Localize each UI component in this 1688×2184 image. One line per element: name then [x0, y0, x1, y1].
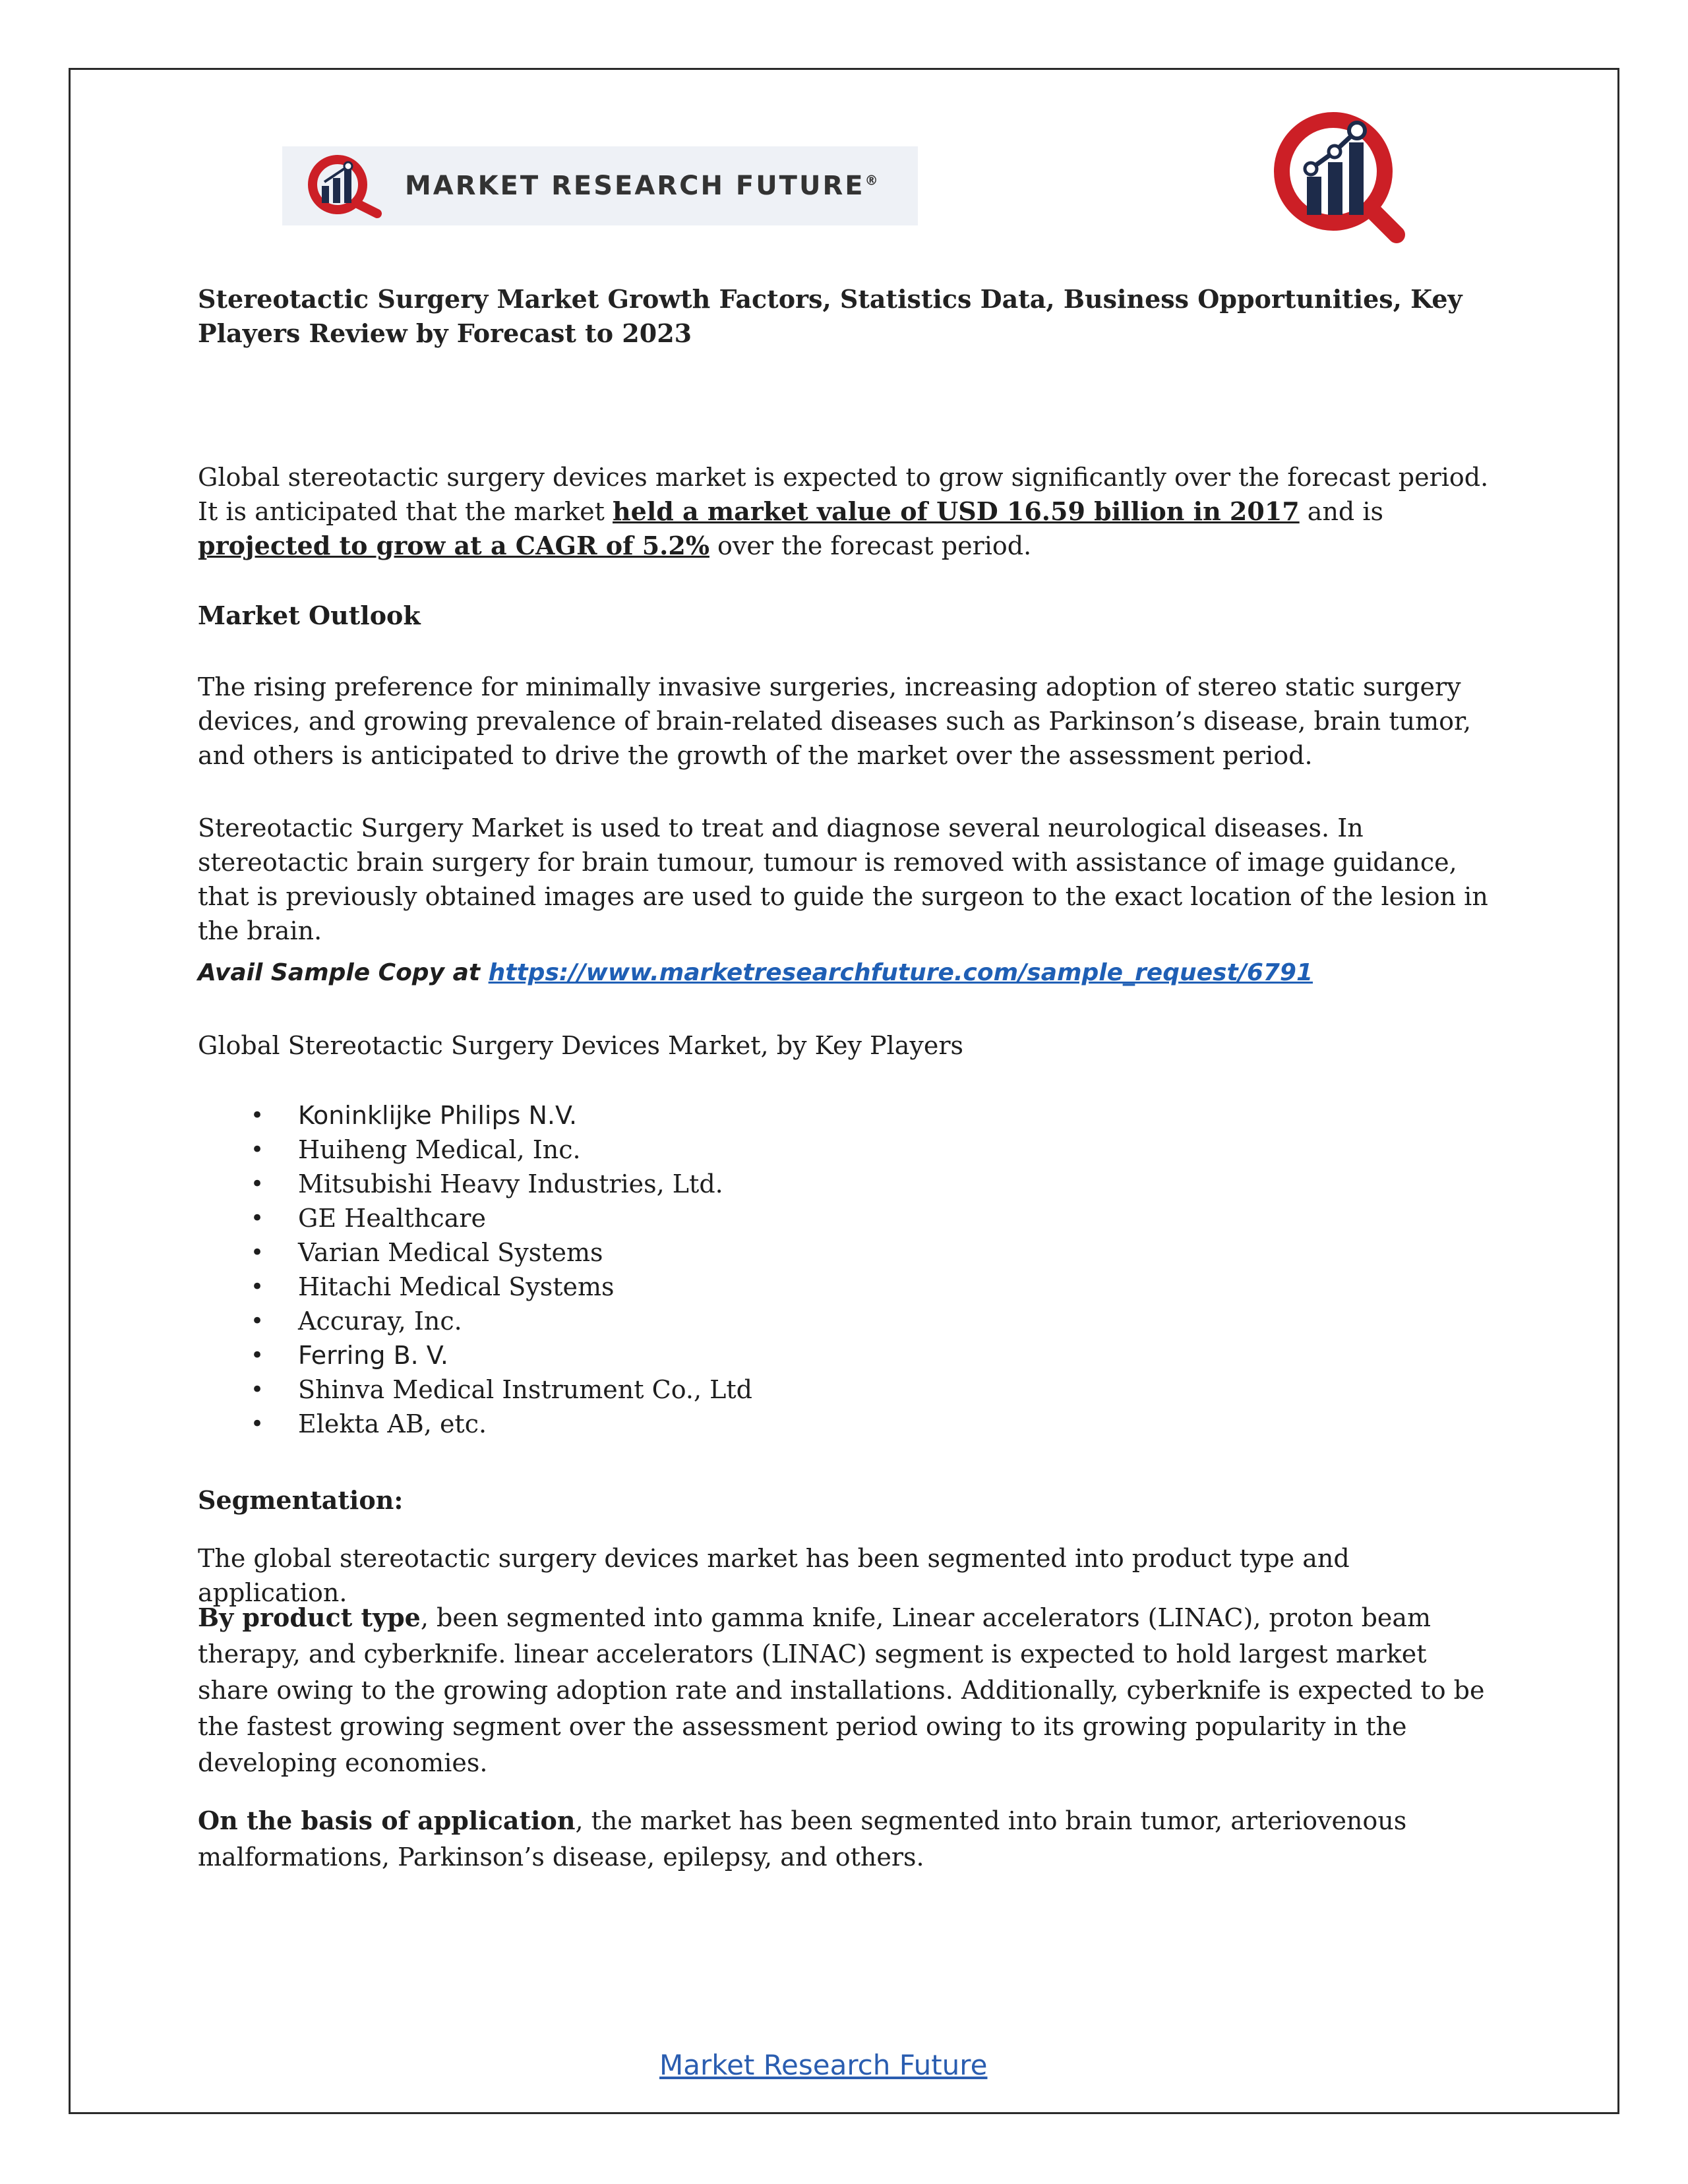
bullet-icon: •: [251, 1239, 264, 1266]
market-value-link[interactable]: held a market value of USD 16.59 billion in 2017: [613, 496, 1300, 526]
product-type-paragraph: By product type, been segmented into gamma knife, Linear accelerators (LINAC), proton beam therapy, and cyberknife. linear accelerators (LINAC) segment is expected to hold largest market share owing to the growing adoption rate and installations. Additionally, cyberknife is expected to be the fastest growing segment over the assessment period owing to its growing popularity in the developing economies.: [198, 1603, 1485, 1777]
bullet-icon: •: [251, 1171, 264, 1197]
list-item: • GE Healthcare: [251, 1201, 752, 1235]
mrf-logo-small-icon: [299, 153, 392, 219]
outlook-heading: Market Outlook: [198, 601, 421, 630]
list-item: • Mitsubishi Heavy Industries, Ltd.: [251, 1167, 752, 1201]
segmentation-intro: The global stereotactic surgery devices market has been segmented into product type and application.: [198, 1544, 1350, 1607]
bullet-icon: •: [251, 1308, 264, 1334]
cagr-link[interactable]: projected to grow at a CAGR of 5.2%: [198, 531, 709, 560]
list-item: • Varian Medical Systems: [251, 1235, 752, 1270]
intro-paragraph: Global stereotactic surgery devices market is expected to grow significantly over the forecast period. It is anticipated that the market held a market value of USD 16.59 billion in 2017 and is projected to grow at a CAGR of 5.2% over the forecast period.: [198, 463, 1489, 560]
bullet-icon: •: [251, 1102, 264, 1129]
list-item: • Hitachi Medical Systems: [251, 1270, 752, 1304]
list-item: • Huiheng Medical, Inc.: [251, 1133, 752, 1167]
mrf-logo-large-icon: [1267, 105, 1412, 251]
segmentation-heading: Segmentation:: [198, 1485, 404, 1515]
footer-link[interactable]: Market Research Future: [659, 2049, 988, 2081]
list-item: • Ferring B. V.: [251, 1338, 752, 1372]
logo-banner: [282, 146, 918, 225]
bullet-icon: •: [251, 1411, 264, 1437]
bullet-icon: •: [251, 1136, 264, 1163]
list-item: • Elekta AB, etc.: [251, 1407, 752, 1441]
list-item: • Shinva Medical Instrument Co., Ltd: [251, 1372, 752, 1407]
players-heading: Global Stereotactic Surgery Devices Market, by Key Players: [198, 1031, 963, 1060]
list-item: • Koninklijke Philips N.V.: [251, 1098, 752, 1133]
bullet-icon: •: [251, 1376, 264, 1403]
bullet-icon: •: [251, 1205, 264, 1231]
list-item: • Accuray, Inc.: [251, 1304, 752, 1338]
bullet-icon: •: [251, 1342, 264, 1369]
sample-copy-line: Avail Sample Copy at https://www.marketresearchfuture.com/sample_request/6791: [198, 959, 1313, 986]
document-title: Stereotactic Surgery Market Growth Factors, Statistics Data, Business Opportunities, Key Players Review by Forecast to 2023: [198, 284, 1462, 348]
bullet-icon: •: [251, 1274, 264, 1300]
sample-request-link[interactable]: https://www.marketresearchfuture.com/sample_request/6791: [488, 959, 1313, 986]
outlook-paragraph-2: Stereotactic Surgery Market is used to treat and diagnose several neurological diseases. In stereotactic brain surgery for brain tumour, tumour is removed with assistance of image guidance, that is previously obtained images are used to guide the surgeon to the exact location of the lesion in the brain.: [198, 813, 1488, 945]
logo-wordmark: MARKET RESEARCH FUTURE®: [405, 171, 880, 201]
key-players-list: [251, 1098, 752, 1441]
application-paragraph: On the basis of application, the market has been segmented into brain tumor, arteriovenous malformations, Parkinson’s disease, epilepsy, and others.: [198, 1806, 1407, 1872]
outlook-paragraph-1: The rising preference for minimally invasive surgeries, increasing adoption of stereo static surgery devices, and growing prevalence of brain-related diseases such as Parkinson’s disease, brain tumor, and others is anticipated to drive the growth of the market over the assessment period.: [198, 672, 1472, 770]
